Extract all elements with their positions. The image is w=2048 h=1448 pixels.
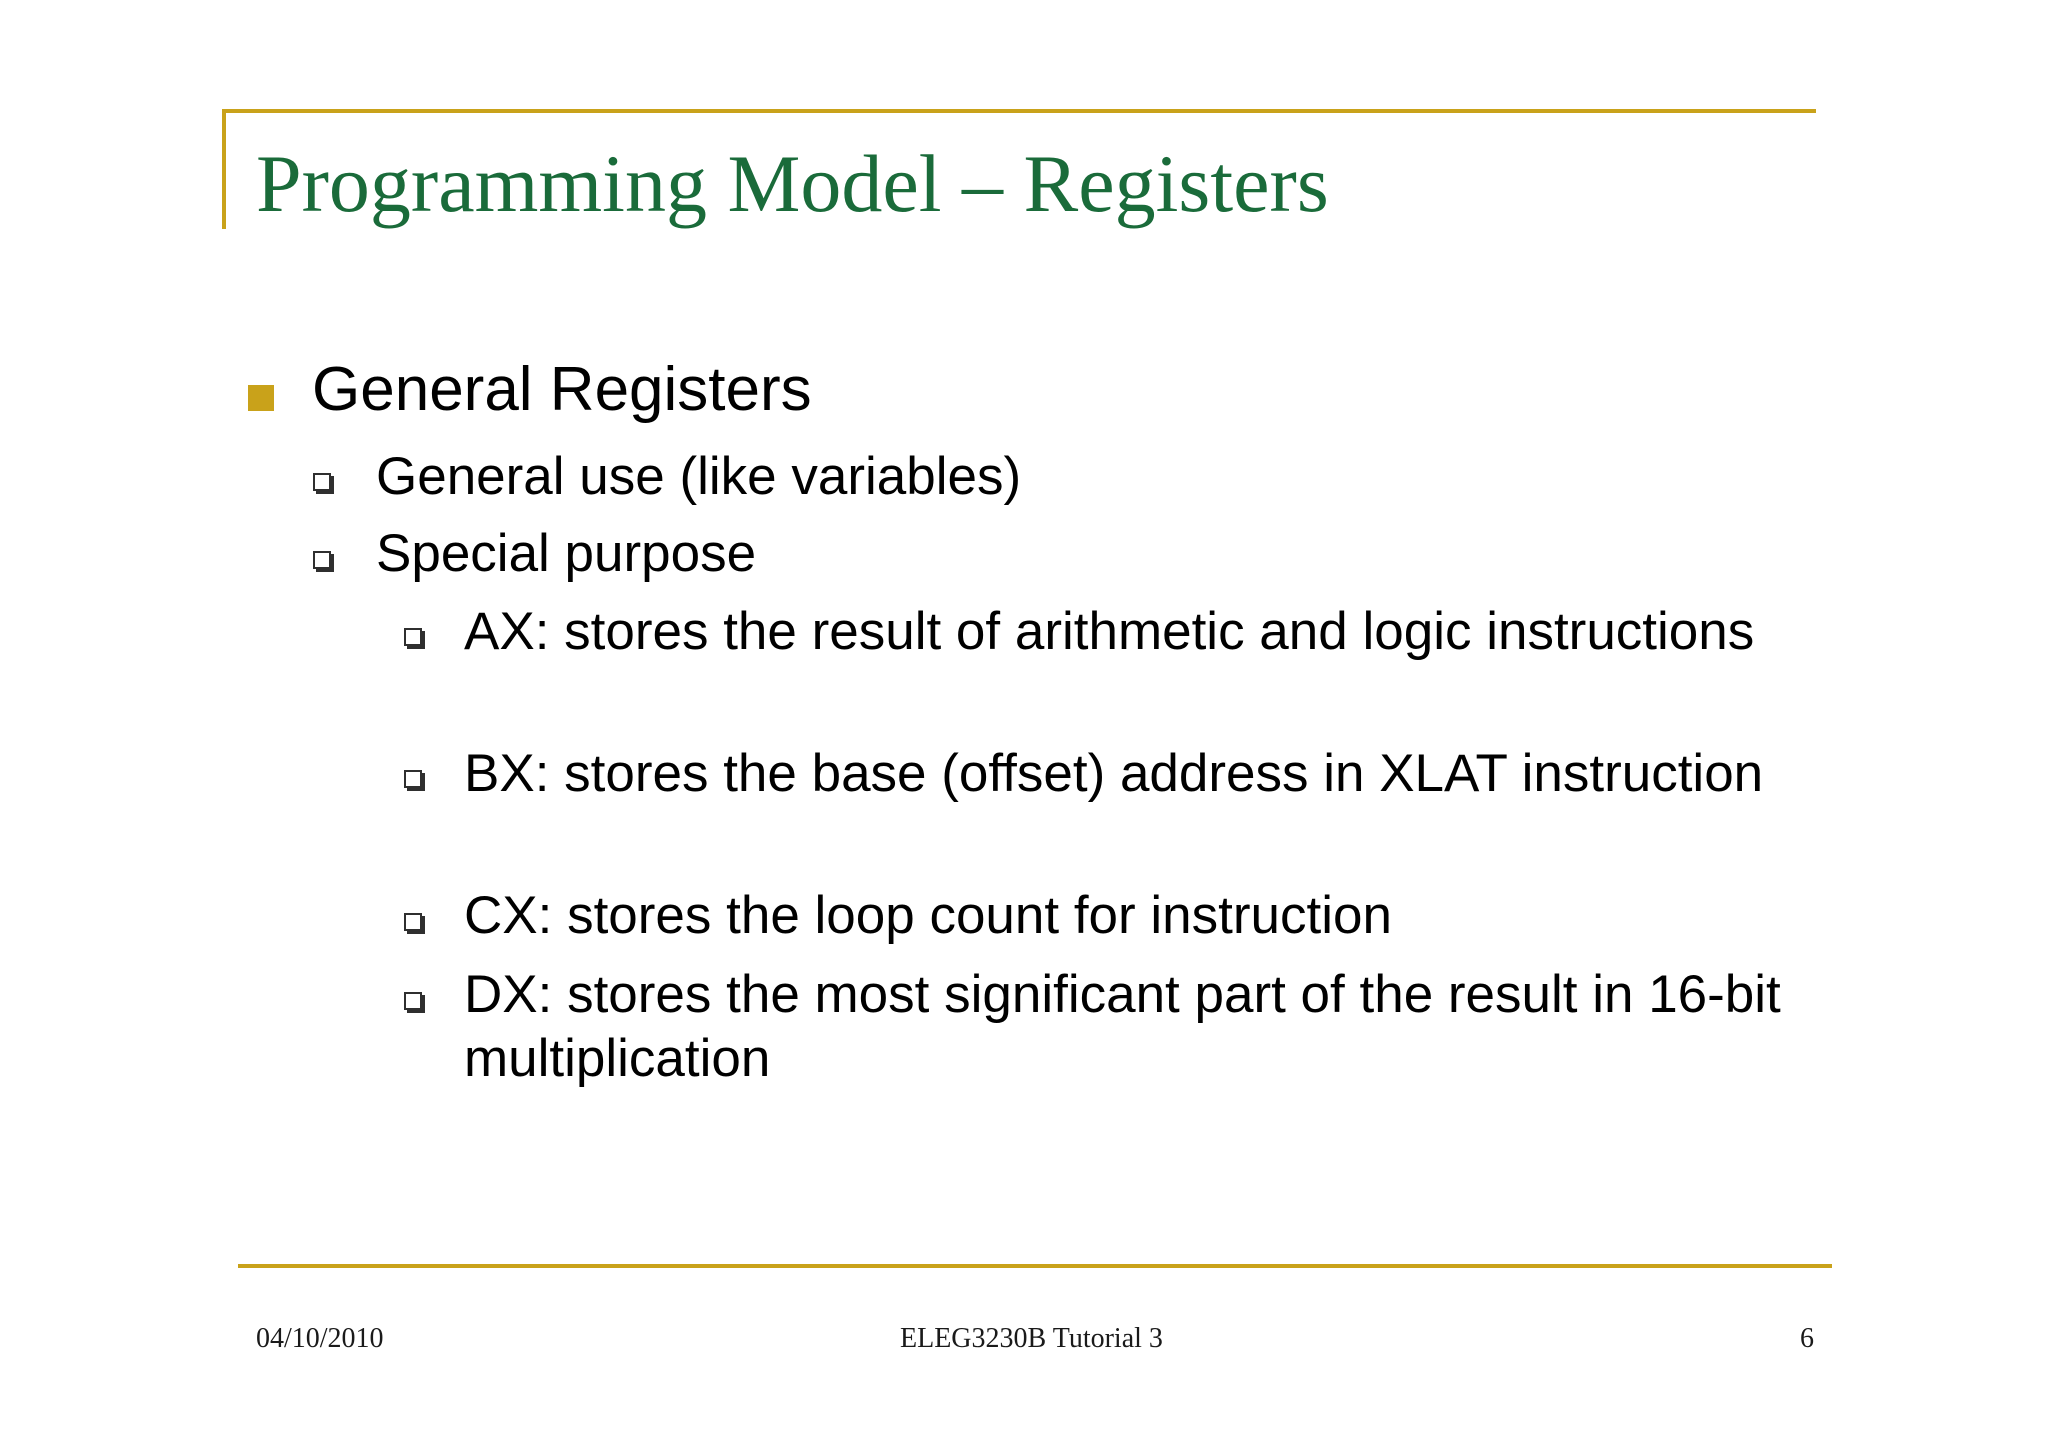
footer-rule bbox=[238, 1264, 1832, 1268]
box-bullet-icon bbox=[404, 992, 422, 1010]
register-item-ax: AX: stores the result of arithmetic and logic instructions bbox=[464, 602, 1755, 661]
box-bullet-icon bbox=[404, 628, 422, 646]
square-bullet-icon bbox=[248, 385, 274, 411]
register-item-bx: BX: stores the base (offset) address in XLAT instruction bbox=[464, 744, 1764, 803]
box-bullet-icon bbox=[404, 770, 422, 788]
sub-bullet-general-use: General use (like variables) bbox=[376, 447, 1022, 506]
register-item-cx: CX: stores the loop count for instruction bbox=[464, 886, 1392, 945]
bullet-general-registers: General Registers bbox=[312, 355, 812, 424]
register-item-dx: DX: stores the most significant part of the result in 16-bit multiplication bbox=[464, 965, 1781, 1088]
sub-bullet-special-purpose: Special purpose bbox=[376, 524, 757, 583]
footer-page-number: 6 bbox=[1800, 1323, 1814, 1354]
footer-course-title: ELEG3230B Tutorial 3 bbox=[900, 1323, 1163, 1354]
box-bullet-icon bbox=[404, 913, 422, 931]
box-bullet-icon bbox=[313, 473, 331, 491]
box-bullet-icon bbox=[313, 551, 331, 569]
footer-date: 04/10/2010 bbox=[256, 1323, 384, 1354]
slide-title: Programming Model – Registers bbox=[256, 138, 1329, 229]
